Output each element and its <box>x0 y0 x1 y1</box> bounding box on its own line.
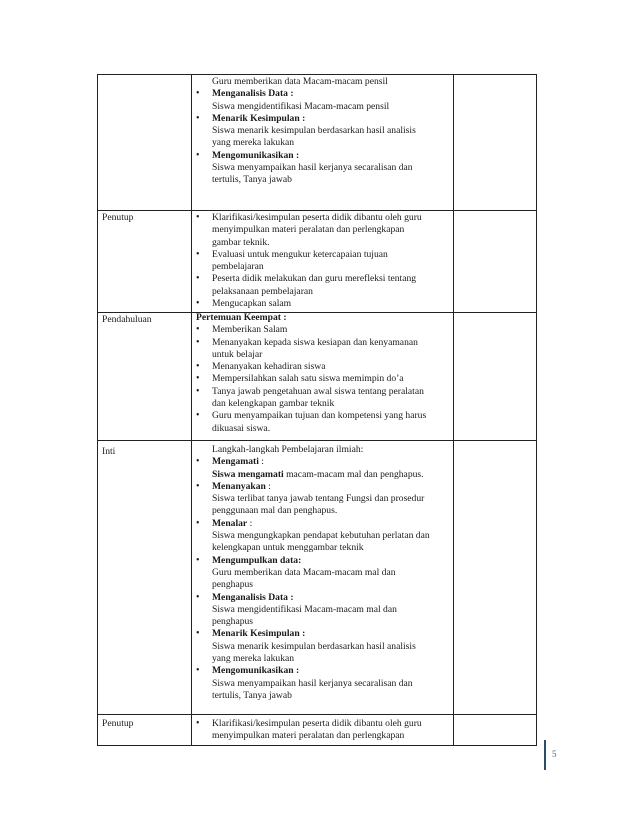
row-divider <box>98 714 536 715</box>
line-text: Siswa mengungkapkan pendapat kebutuhan perlatan dan <box>212 530 430 542</box>
text-line <box>192 261 454 273</box>
line-text: Langkah-langkah Pembelajaran ilmiah: <box>212 444 364 455</box>
text-line <box>192 125 454 137</box>
bullet-item <box>192 555 454 567</box>
text-line <box>192 444 454 456</box>
bullet-item <box>192 88 454 100</box>
step-title: Mengamati <box>212 456 259 468</box>
text-line <box>192 286 454 298</box>
bullet-item <box>192 665 454 677</box>
line-text: Mengucapkan salam <box>212 298 292 310</box>
line-text: Guru memberikan data Macam-macam mal dan <box>212 566 396 578</box>
bullet-item <box>192 113 454 125</box>
bullet-item <box>192 628 454 640</box>
text-line <box>192 604 454 616</box>
line-text: Siswa mengidentifikasi Macam-macam pensil <box>212 100 390 112</box>
text-line <box>192 653 454 665</box>
line-text: dikuasai siswa. <box>212 422 271 434</box>
bullet-item <box>192 410 454 422</box>
line-text: menyimpulkan materi peralatan dan perlengkapan <box>212 224 405 236</box>
line-text: Siswa mengidentifikasi Macam-macam mal dan <box>212 603 397 615</box>
line-text: yang mereka lakukan <box>212 137 295 149</box>
step-title: Mengomunikasikan : <box>212 149 300 161</box>
text-line <box>192 542 454 554</box>
text-line <box>192 349 454 361</box>
row-divider <box>98 440 536 441</box>
step-title: Mengumpulkan data: <box>212 554 302 566</box>
stage-label: Penutup <box>102 212 134 223</box>
bullet-item <box>192 298 454 310</box>
text-line <box>192 101 454 113</box>
line-text: Menanyakan kehadiran siswa <box>212 361 326 373</box>
step-title: Menanyakan <box>212 480 266 492</box>
line-text: Peserta didik melakukan dan guru merefleksi tentang <box>212 273 417 285</box>
line-text: menyimpulkan materi peralatan dan perlengkapan <box>212 730 405 742</box>
stage-label: Penutup <box>102 718 134 729</box>
text-line <box>192 690 454 702</box>
text-line <box>192 616 454 628</box>
bullet-item <box>192 361 454 373</box>
activity-cell <box>192 718 454 743</box>
text-line <box>192 162 454 174</box>
line-text: Guru menyampaikan tujuan dan kompetensi yang harus <box>212 410 427 422</box>
line-text: pelaksanaan pembelajaran <box>212 285 313 297</box>
bullet-item <box>192 212 454 224</box>
meeting-heading-text: Pertemuan Keempat : <box>196 312 287 323</box>
bullet-item <box>192 386 454 398</box>
line-text: : <box>247 517 253 529</box>
line-text: Evaluasi untuk mengukur ketercapaian tujuan <box>212 248 388 260</box>
line-text: Klarifikasi/kesimpulan peserta didik dibantu oleh guru <box>212 718 422 729</box>
line-text: Mempersilahkan salah satu siswa memimpin do’a <box>212 373 404 385</box>
page-number: 5 <box>552 749 557 759</box>
bullet-item <box>192 373 454 385</box>
bullet-item <box>192 337 454 349</box>
step-title: Menganalisis Data : <box>212 88 294 100</box>
activity-cell <box>192 444 454 702</box>
line-text: dan kelengkapan gambar teknik <box>212 398 335 410</box>
text-line <box>192 237 454 249</box>
bullet-item <box>192 273 454 285</box>
line-text: gambar teknik. <box>212 236 270 248</box>
text-line <box>192 641 454 653</box>
bullet-item <box>192 518 454 530</box>
line-text: tertulis, Tanya jawab <box>212 689 292 701</box>
bullet-item <box>192 456 454 468</box>
line-text: Siswa menarik kesimpulan berdasarkan hasil analisis <box>212 640 416 652</box>
step-title: Menganalisis Data : <box>212 591 294 603</box>
text-line <box>192 137 454 149</box>
bullet-item <box>192 324 454 336</box>
line-text: Tanya jawab pengetahuan awal siswa tentang peralatan <box>212 385 424 397</box>
line-text: penghapus <box>212 616 254 628</box>
stage-label: Pendahuluan <box>102 314 152 325</box>
line-text: Menanyakan kepada siswa kesiapan dan kenyamanan <box>212 336 418 348</box>
line-text: Siswa menyampaikan hasil kerjanya secaralisan dan <box>212 162 413 174</box>
text-line <box>192 678 454 690</box>
text-line <box>192 469 454 481</box>
line-text: untuk belajar <box>212 348 263 360</box>
bullet-item <box>192 718 454 730</box>
bullet-item <box>192 592 454 604</box>
step-title: Siswa mengamati <box>212 468 284 480</box>
line-text: Memberikan Salam <box>212 324 288 336</box>
text-line <box>192 493 454 505</box>
line-text: yang mereka lakukan <box>212 653 295 665</box>
text-line <box>192 530 454 542</box>
stage-label: Inti <box>102 446 116 457</box>
line-text: : <box>258 456 264 468</box>
bullet-item <box>192 249 454 261</box>
step-title: Mengomunikasikan : <box>212 665 300 677</box>
text-line <box>192 224 454 236</box>
line-text: kelengkapan untuk menggambar teknik <box>212 542 364 554</box>
line-text: pembelajaran <box>212 261 264 273</box>
line-text: macam-macam mal dan penghapus. <box>283 468 424 480</box>
activity-cell <box>192 212 454 310</box>
step-title: Menalar <box>212 517 248 529</box>
meeting-heading <box>192 312 454 324</box>
lesson-plan-table <box>97 74 537 746</box>
line-text: penghapus <box>212 579 254 591</box>
line-text: Siswa menarik kesimpulan berdasarkan hasil analisis <box>212 125 416 137</box>
step-title: Menarik Kesimpulan : <box>212 628 306 640</box>
line-text: penggunaan mal dan penghapus. <box>212 505 338 517</box>
line-text: : <box>265 480 271 492</box>
text-line <box>192 76 454 88</box>
text-line <box>192 730 454 742</box>
line-text: Siswa terlibat tanya jawab tentang Fungsi dan prosedur <box>212 493 425 505</box>
line-text: Guru memberikan data Macam-macam pensil <box>212 76 388 87</box>
line-text: Klarifikasi/kesimpulan peserta didik dibantu oleh guru <box>212 212 422 223</box>
bullet-item <box>192 481 454 493</box>
line-text: tertulis, Tanya jawab <box>212 174 292 186</box>
text-line <box>192 398 454 410</box>
text-line <box>192 505 454 517</box>
text-line <box>192 567 454 579</box>
bullet-item <box>192 150 454 162</box>
activity-cell <box>192 76 454 187</box>
text-line <box>192 174 454 186</box>
line-text: Siswa menyampaikan hasil kerjanya secaralisan dan <box>212 677 413 689</box>
text-line <box>192 423 454 435</box>
page-number-bar <box>544 740 546 770</box>
step-title: Menarik Kesimpulan : <box>212 112 306 124</box>
row-divider <box>98 210 536 211</box>
text-line <box>192 579 454 591</box>
activity-cell <box>192 312 454 435</box>
